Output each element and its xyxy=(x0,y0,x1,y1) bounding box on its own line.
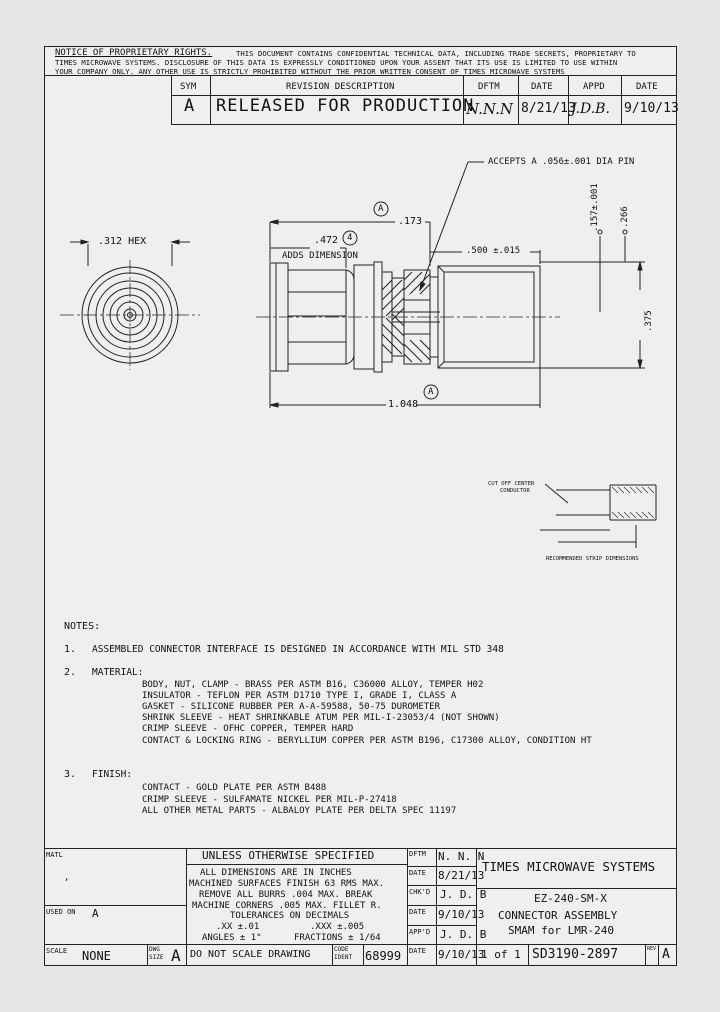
date-label: DATE xyxy=(409,908,426,916)
approved-value: J. D. B xyxy=(440,928,487,941)
rev-header-date: DATE xyxy=(531,82,553,92)
rev-header-date-2: DATE xyxy=(636,82,658,92)
rev-date: 8/21/13 xyxy=(521,101,576,116)
checked-value: J. D. B xyxy=(440,888,487,901)
strip-caption: RECOMMENDED STRIP DIMENSIONS xyxy=(546,556,639,562)
dwg-size-label: DWG SIZE xyxy=(149,946,164,961)
rev-sym: A xyxy=(184,96,196,116)
note-2-line: CRIMP SLEEVE - OFHC COPPER, TEMPER HARD xyxy=(142,724,354,734)
document-number: SD3190-2897 xyxy=(532,947,619,962)
rev-label: REV xyxy=(647,946,657,952)
hex-label: .312 HEX xyxy=(98,236,147,247)
note-2-line: CONTACT & LOCKING RING - BERYLLIUM COPPER PER ASTM B196, C17300 ALLOY, CONDITION HT xyxy=(142,736,592,746)
note-2-line: GASKET - SILICONE RUBBER PER A-A-59588, 50-75 DUROMETER xyxy=(142,702,441,712)
note-3-line: CONTACT - GOLD PLATE PER ASTM B488 xyxy=(142,783,327,793)
balloon-4-label: 4 xyxy=(347,233,353,243)
note-3-line: CRIMP SLEEVE - SULFAMATE NICKEL PER MIL-P-27418 xyxy=(142,795,397,805)
matl-label: MATL xyxy=(46,851,63,859)
note-3-number: 3. xyxy=(64,769,77,780)
dim-1048: 1.048 xyxy=(388,399,419,410)
note-3-line: ALL OTHER METAL PARTS - ALBALOY PLATE PER DELTA SPEC 11197 xyxy=(142,806,457,816)
rev-date-2: 9/10/13 xyxy=(624,101,679,116)
note-2-line: BODY, NUT, CLAMP - BRASS PER ASTM B16, C36000 ALLOY, TEMPER H02 xyxy=(142,680,484,690)
dim-375: .375 xyxy=(644,310,654,332)
tolerance-angles: ANGLES ± 1° xyxy=(202,933,262,943)
dim-500: .500 ±.015 xyxy=(466,246,521,256)
note-1-number: 1. xyxy=(64,644,77,655)
dim-472: .472 xyxy=(314,235,339,246)
dftm-label: DFTM xyxy=(409,850,426,858)
do-not-scale-drawing: DO NOT SCALE DRAWING xyxy=(190,949,311,960)
note-3-heading: FINISH: xyxy=(92,769,133,780)
notice-line-1: THIS DOCUMENT CONTAINS CONFIDENTIAL TECHNICAL DATA, INCLUDING TRADE SECRETS, PROPRIETARY TO xyxy=(236,49,636,58)
rev-appd-initials: J.D.B. xyxy=(571,101,610,117)
draft-date: 8/21/13 xyxy=(438,869,485,882)
dim-173: .173 xyxy=(398,216,423,227)
spec-line: TOLERANCES ON DECIMALS xyxy=(230,911,350,921)
code-ident-value: 68999 xyxy=(365,949,402,963)
rev-header-dftm: DFTM xyxy=(478,82,500,92)
part-number: EZ-240-SM-X xyxy=(534,892,607,905)
code-ident-label: CODE IDENT xyxy=(334,946,353,961)
note-2-line: INSULATOR - TEFLON PER ASTM D1710 TYPE I, GRADE I, CLASS A xyxy=(142,691,457,701)
rev-dftm-initials: N.N.N xyxy=(466,100,513,118)
notes-heading: NOTES: xyxy=(64,621,101,632)
tolerance-fractions: FRACTIONS ± 1/64 xyxy=(294,933,381,943)
rev-header-sym: SYM xyxy=(180,82,197,92)
used-on-value: A xyxy=(92,907,99,920)
date-label: DATE xyxy=(409,869,426,877)
notice-line-3: YOUR COMPANY ONLY. ANY OTHER USE IS STRICTLY PROHIBITED WITHOUT THE PRIOR WRITTEN CONSENT OF TIMES MICROWAVE SYSTEMS xyxy=(55,67,565,76)
matl-value: , xyxy=(64,873,70,883)
rev-value: A xyxy=(662,947,670,962)
approved-label: APP'D xyxy=(409,928,431,936)
dftm-value: N. N. N xyxy=(438,850,485,863)
spec-line: MACHINE CORNERS .005 MAX. FILLET R. xyxy=(192,901,382,911)
adds-dimension-label: ADDS DIMENSION xyxy=(282,251,358,261)
approved-date: 9/10/13 xyxy=(438,948,485,961)
note-2-number: 2. xyxy=(64,667,77,678)
notice-line-2: TIMES MICROWAVE SYSTEMS. DISCLOSURE OF THIS DATA IS EXPRESSLY CONDITIONED UPON YOUR ASSENT THAT ITS USE IS LIMITED TO USE WITHIN xyxy=(55,58,618,67)
date-label: DATE xyxy=(409,947,426,955)
strip-label-2: CONDUCTOR xyxy=(500,488,530,494)
company-name: TIMES MICROWAVE SYSTEMS xyxy=(482,859,656,874)
notice-title: NOTICE OF PROPRIETARY RIGHTS. xyxy=(55,48,213,58)
tolerance-xx: .XX ±.01 xyxy=(216,922,260,932)
unless-otherwise-specified: UNLESS OTHERWISE SPECIFIED xyxy=(202,849,375,862)
spec-line: ALL DIMENSIONS ARE IN INCHES xyxy=(200,868,352,878)
drawing-sheet xyxy=(44,46,677,966)
rev-description: RELEASED FOR PRODUCTION xyxy=(216,96,475,116)
note-2-line: SHRINK SLEEVE - HEAT SHRINKABLE ATUM PER MIL-I-23053/4 (NOT SHOWN) xyxy=(142,713,500,723)
note-2-heading: MATERIAL: xyxy=(92,667,144,678)
dim-266: .266 xyxy=(620,206,630,228)
note-1-text: ASSEMBLED CONNECTOR INTERFACE IS DESIGNED IN ACCORDANCE WITH MIL STD 348 xyxy=(92,644,504,655)
spec-line: MACHINED SURFACES FINISH 63 RMS MAX. xyxy=(189,879,385,889)
scale-value: NONE xyxy=(82,949,111,963)
spec-line: REMOVE ALL BURRS .004 MAX. BREAK xyxy=(199,890,373,900)
checked-label: CHK'D xyxy=(409,888,431,896)
rev-header-description: REVISION DESCRIPTION xyxy=(286,82,395,92)
drawing-title-1: CONNECTOR ASSEMBLY xyxy=(498,909,618,922)
used-on-label: USED ON xyxy=(46,908,76,916)
strip-label-1: CUT OFF CENTER xyxy=(488,481,535,487)
accepts-pin-label: ACCEPTS A .056±.001 DIA PIN xyxy=(488,157,635,167)
drawing-title-2: SMAM for LMR-240 xyxy=(508,924,614,937)
balloon-a-top-label: A xyxy=(378,204,384,214)
rev-header-appd: APPD xyxy=(583,82,605,92)
dim-157: .157±.001 xyxy=(590,183,600,232)
balloon-a-bottom-label: A xyxy=(428,387,434,397)
dwg-size-value: A xyxy=(171,946,181,965)
checked-date: 9/10/13 xyxy=(438,908,485,921)
sheet-number: 1 of 1 xyxy=(481,948,521,961)
tolerance-xxx: .XXX ±.005 xyxy=(310,922,365,932)
scale-label: SCALE xyxy=(46,947,68,955)
